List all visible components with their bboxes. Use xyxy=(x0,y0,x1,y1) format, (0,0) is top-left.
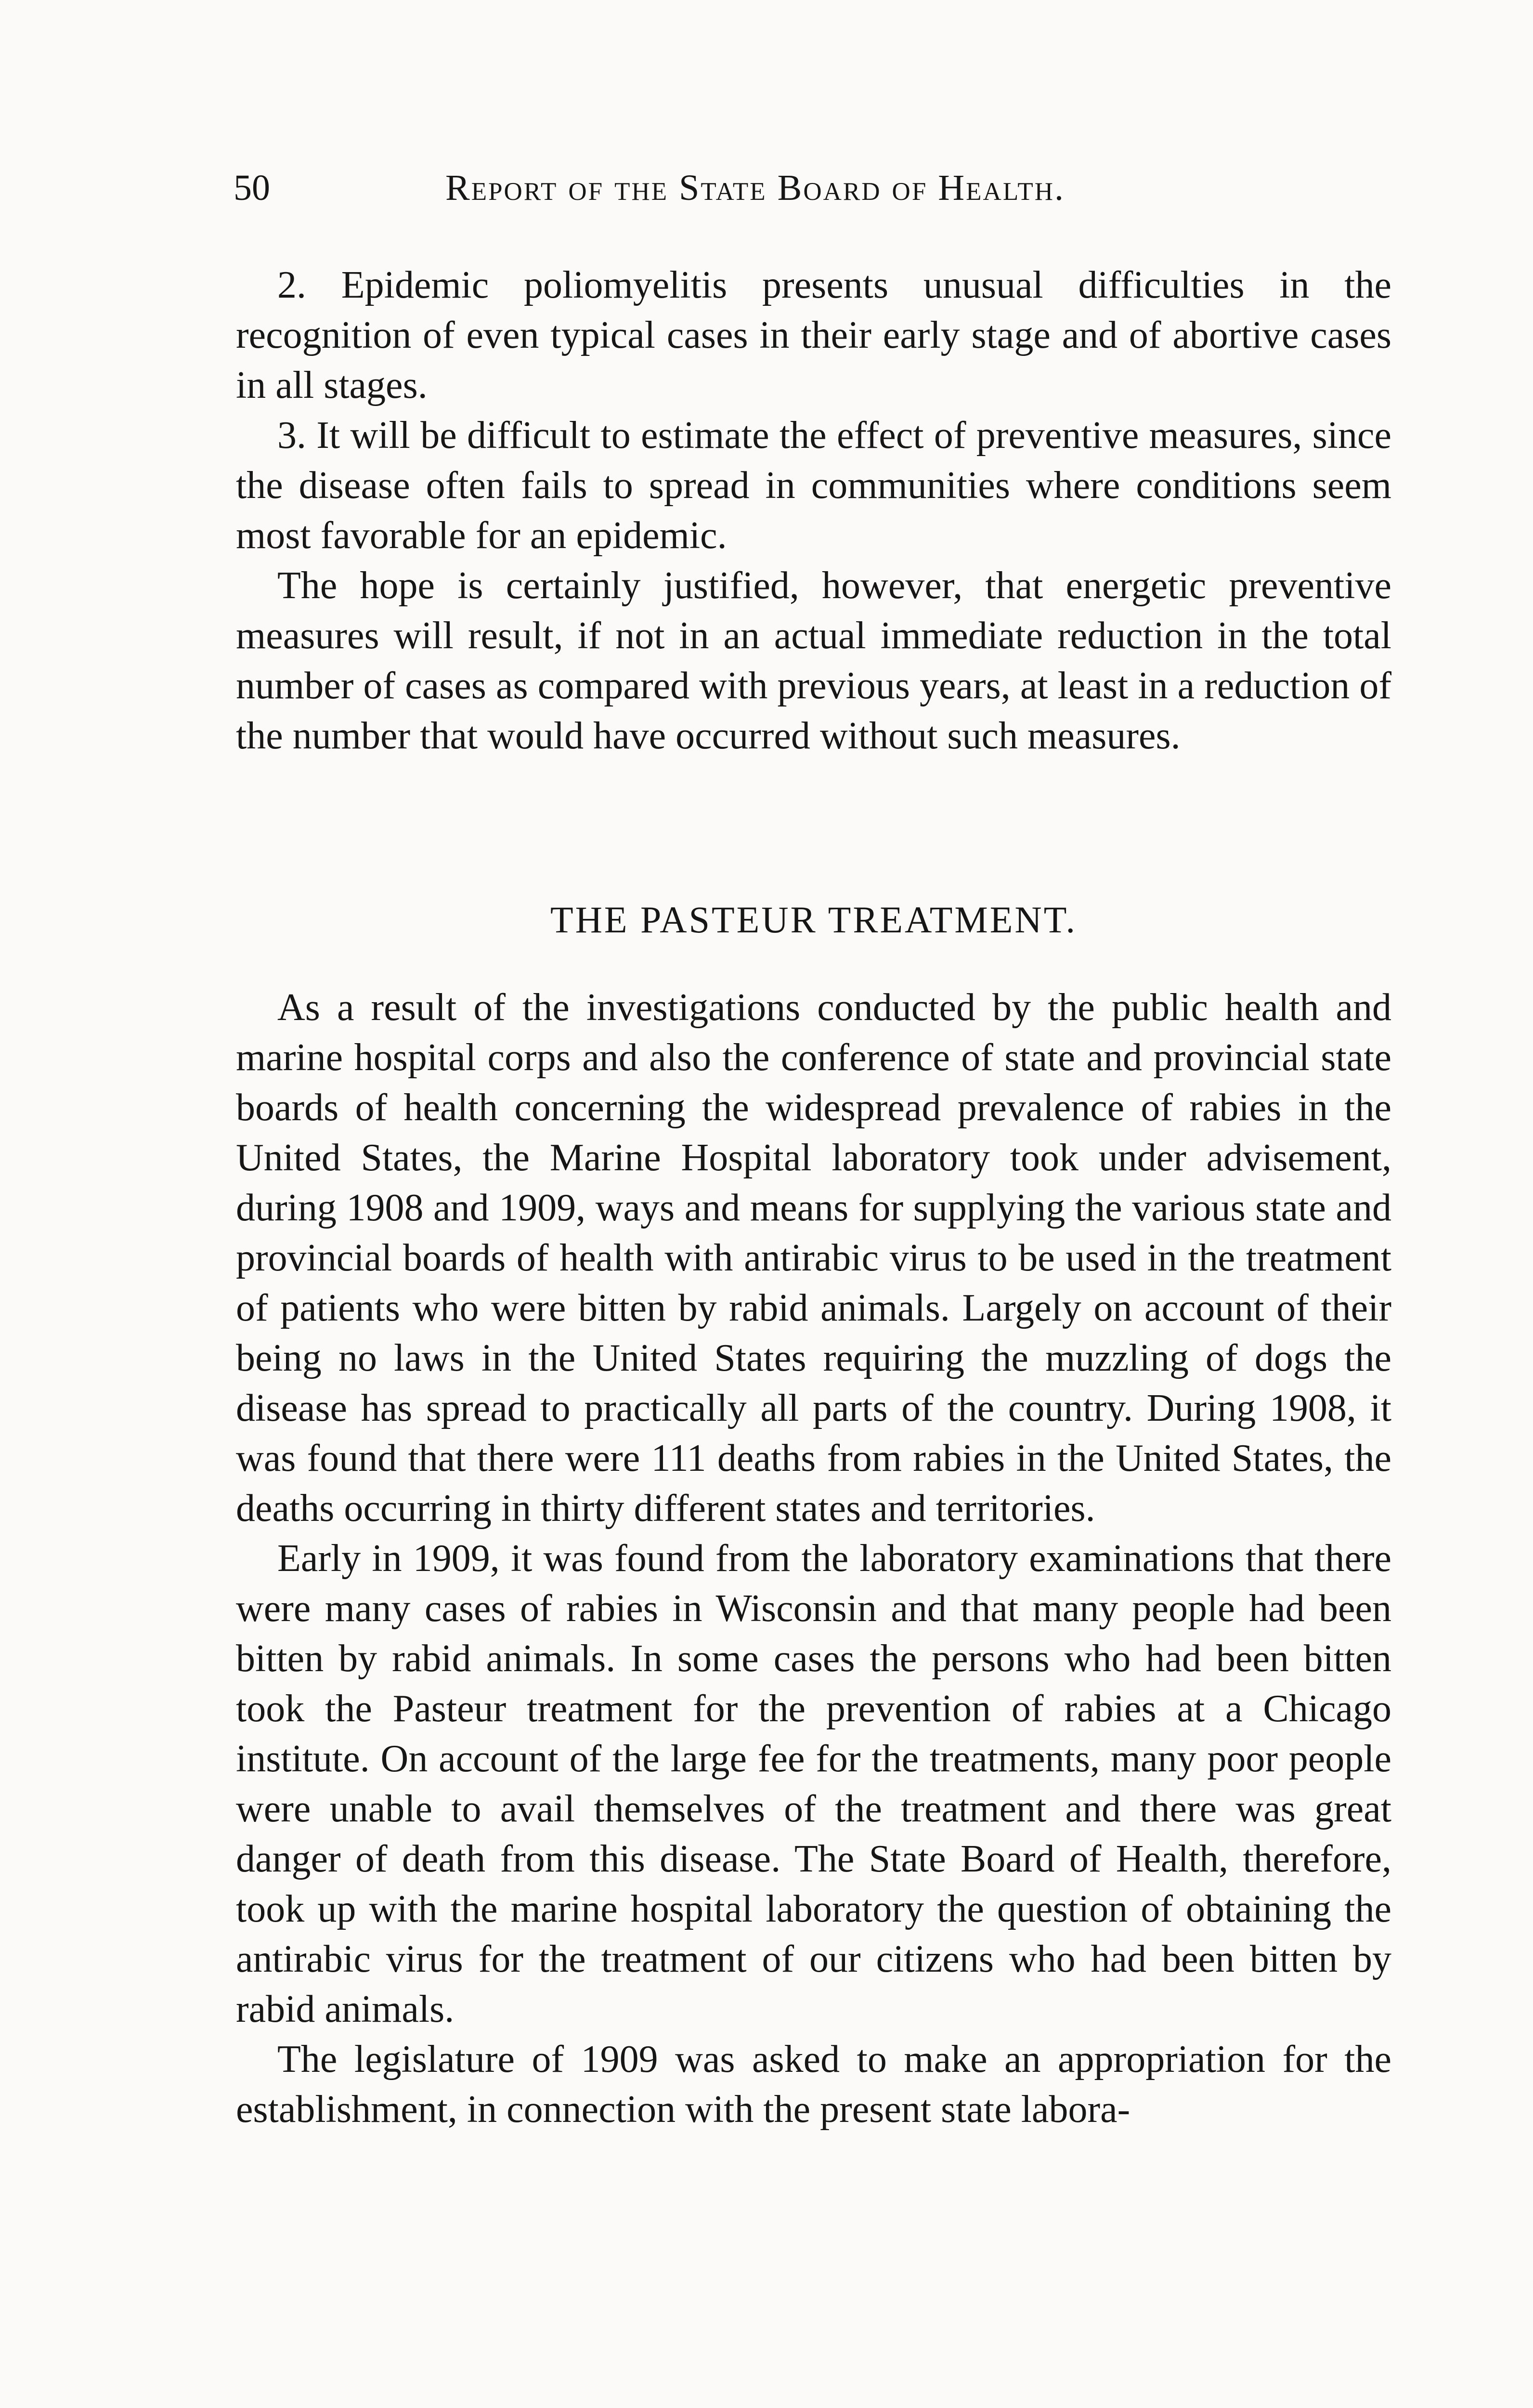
intro-text xyxy=(236,260,1391,761)
paragraph: Early in 1909, it was found from the laboratory examinations that there were many cases of rabies in Wisconsin and that many people had been bitten by rabid animals. In some cases the persons who had been bitten took the Pasteur treatment for the prevention of rabies at a Chicago institute. On account of the large fee for the treatments, many poor people were unable to avail themselves of the treatment and there was great danger of death from this disease. The State Board of Health, therefore, took up with the marine hospital laboratory the question of obtaining the antirabic virus for the treatment of our citizens who had been bitten by rabid animals. xyxy=(236,1537,1391,2030)
running-head: Report of the State Board of Health. xyxy=(445,168,1065,208)
paragraph: 2. Epidemic poliomyelitis presents unusual difficulties in the recognition of even typical cases in their early stage and of abortive cases in all stages. xyxy=(236,264,1391,406)
paragraph: The legislature of 1909 was asked to make an appropriation for the establishment, in connection with the present state labora- xyxy=(236,2038,1391,2131)
paragraph: The hope is certainly justified, however, that energetic preventive measures will result, if not in an actual immediate reduction in the total number of cases as compared with previous years, at least in a reduction of the number that would have occurred without such measures. xyxy=(236,564,1391,757)
page-number: 50 xyxy=(234,168,270,208)
paragraph: 3. It will be difficult to estimate the effect of preventive measures, since the disease often fails to spread in communities where conditions seem most favorable for an epidemic. xyxy=(236,414,1391,557)
section-body xyxy=(236,982,1391,2134)
paragraph: As a result of the investigations conducted by the public health and marine hospital corps and also the conference of state and provincial state boards of health concerning the widespread prevalence of rabies in the United States, the Marine Hospital laboratory took under advisement, during 1908 and 1909, ways and means for supplying the various state and provincial boards of health with antirabic virus to be used in the treatment of patients who were bitten by rabid animals. Largely on account of their being no laws in the United States requiring the muzzling of dogs the disease has spread to practically all parts of the country. During 1908, it was found that there were 111 deaths from rabies in the United States, the deaths occurring in thirty different states and territories. xyxy=(236,986,1391,1530)
section-heading: THE PASTEUR TREATMENT. xyxy=(550,899,1078,941)
page-header xyxy=(234,161,1221,214)
